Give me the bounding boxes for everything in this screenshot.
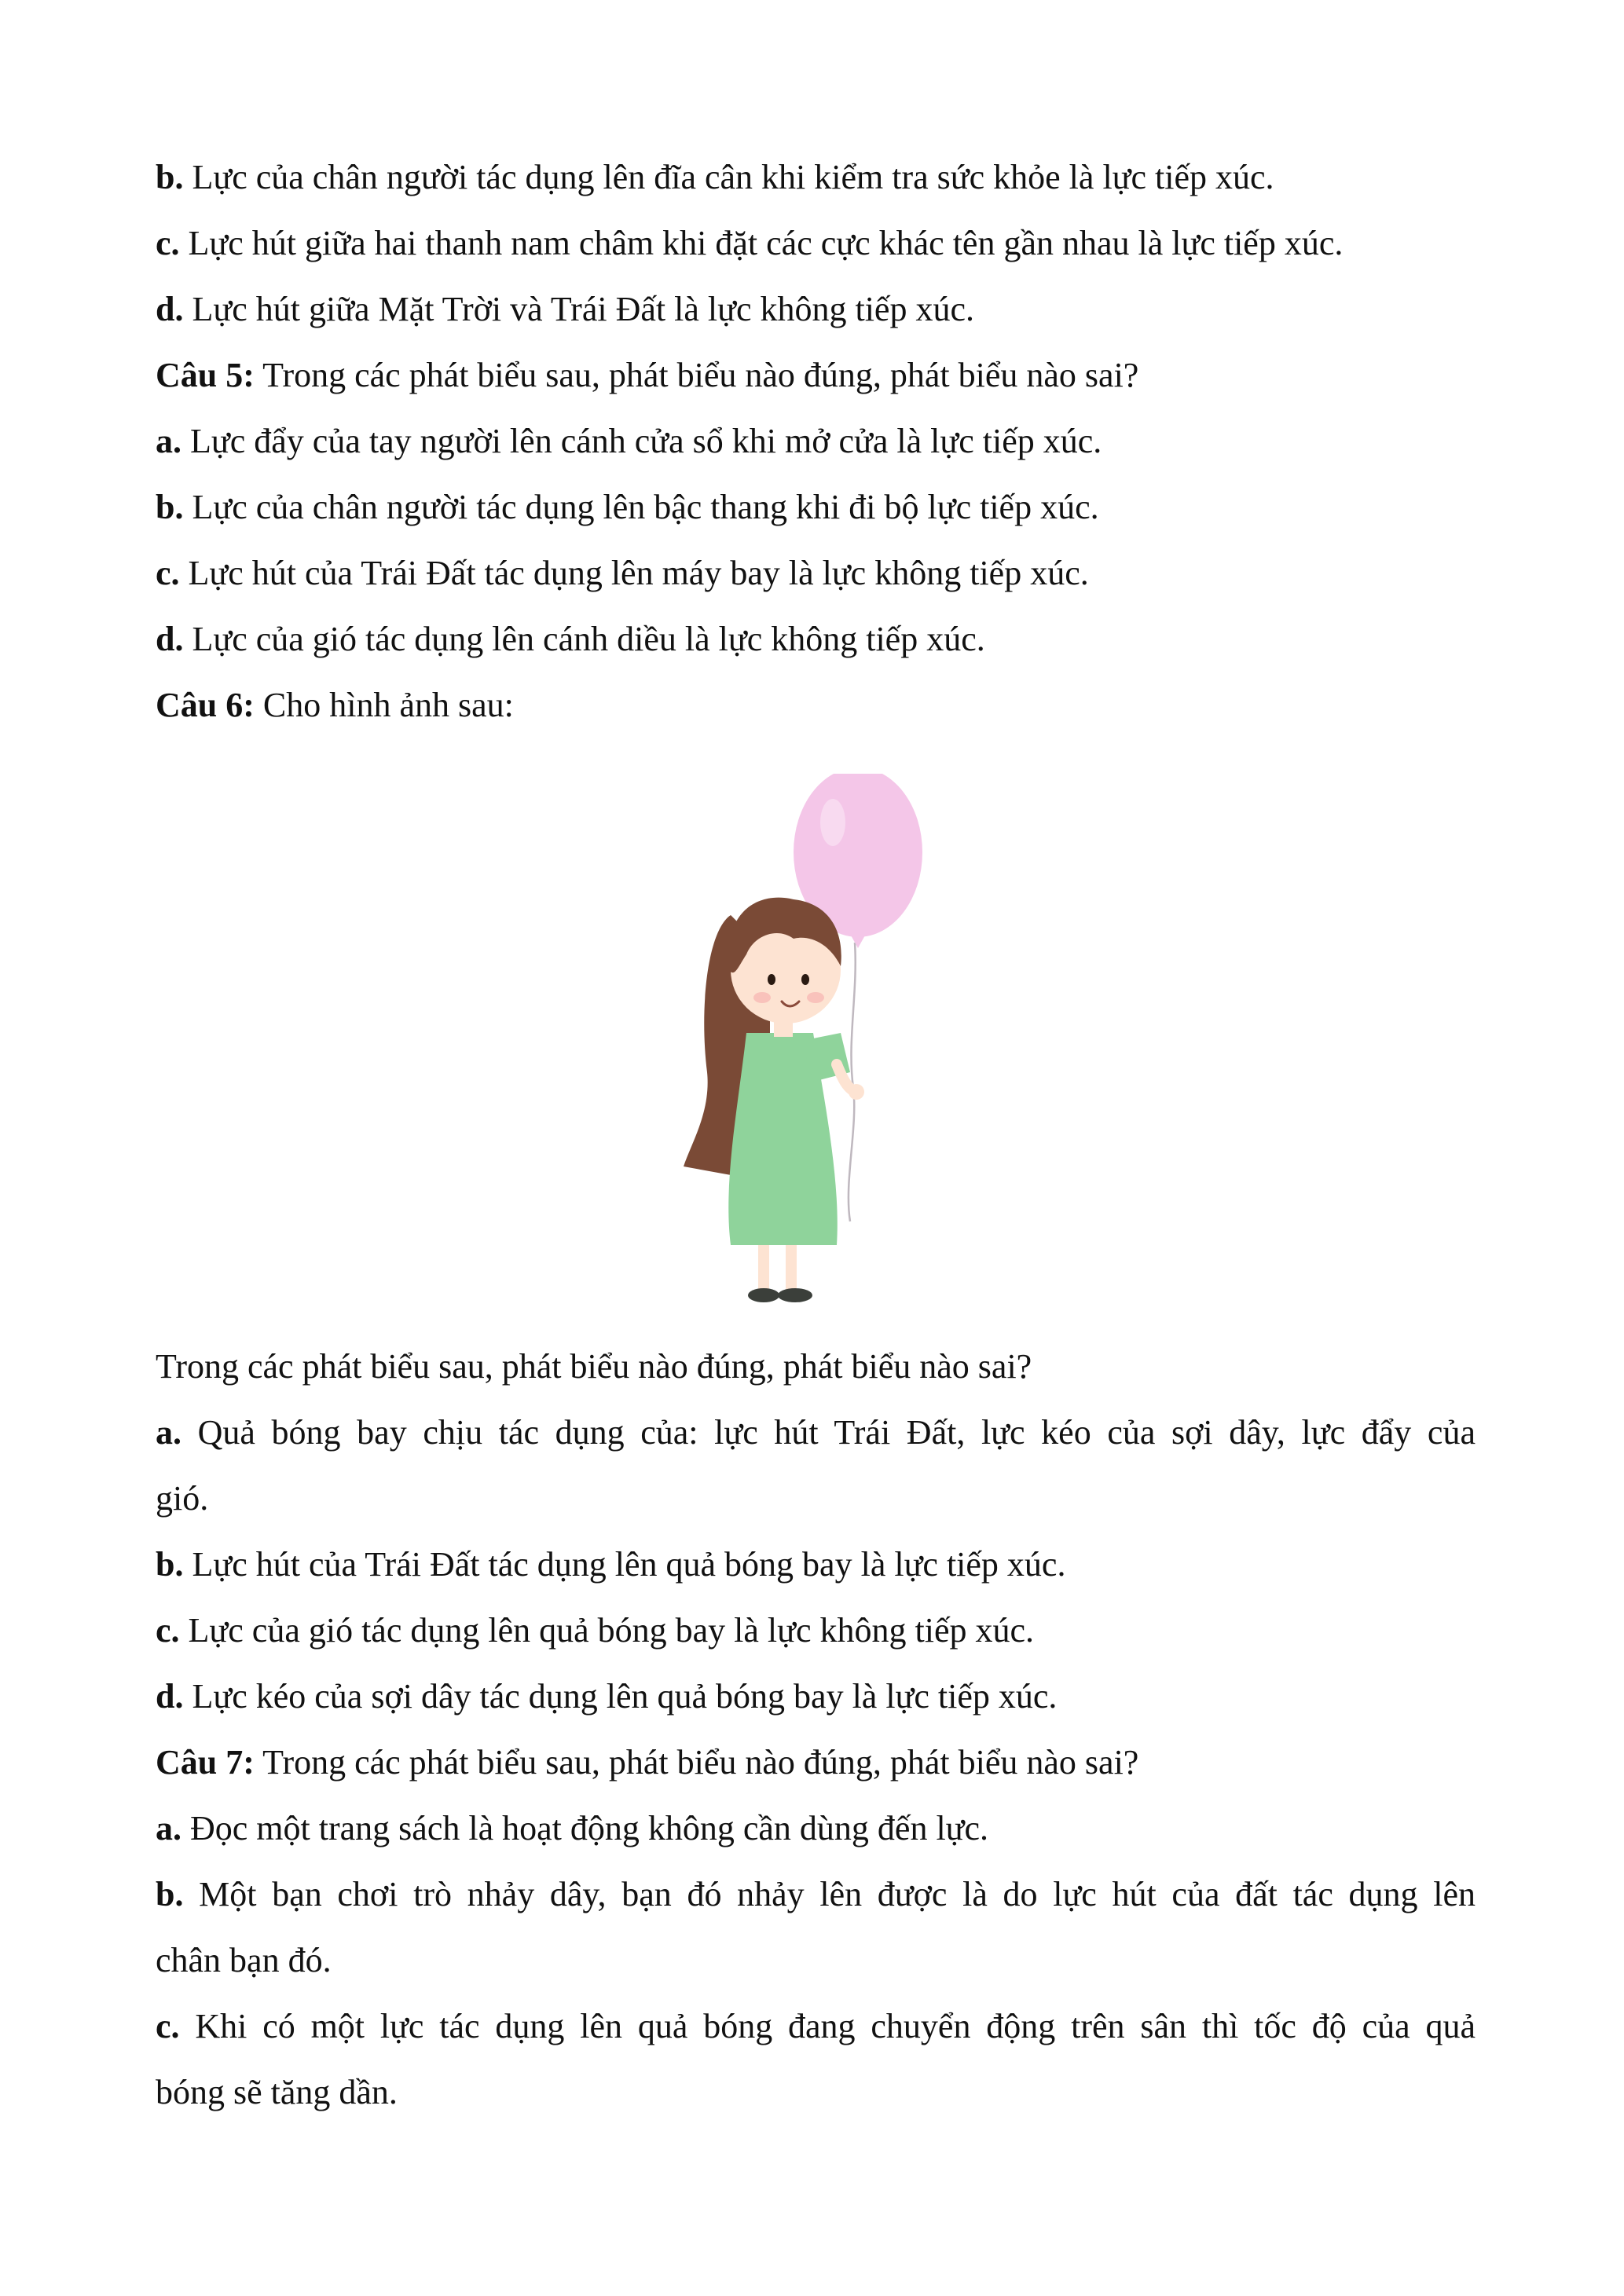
question-text: Cho hình ảnh sau:	[254, 686, 514, 724]
girl-with-balloon-illustration	[676, 774, 959, 1316]
statement-text: Khi có một lực tác dụng lên quả bóng đang chuyển động trên sân thì tốc độ của quả	[179, 2007, 1476, 2045]
question-7-heading	[156, 1741, 1476, 1785]
statement-text: Lực kéo của sợi dây tác dụng lên quả bóng bay là lực tiếp xúc.	[183, 1677, 1058, 1716]
right-leg	[786, 1237, 797, 1292]
right-shoe	[778, 1288, 812, 1302]
left-eye	[768, 974, 775, 985]
statement-text: Lực hút của Trái Đất tác dụng lên quả bóng bay là lực tiếp xúc.	[183, 1545, 1066, 1584]
statement-label: b.	[156, 158, 184, 196]
statement-text: bóng sẽ tăng dần.	[156, 2073, 398, 2111]
statement-5c	[156, 551, 1476, 595]
statement-label: d.	[156, 620, 184, 658]
statement-label: c.	[156, 1611, 180, 1650]
statement-text: Lực hút giữa hai thanh nam châm khi đặt các cực khác tên gần nhau là lực tiếp xúc.	[179, 224, 1344, 262]
statement-text: gió.	[156, 1479, 209, 1518]
right-eye	[801, 974, 809, 985]
left-cheek	[753, 992, 771, 1003]
statement-label: c.	[156, 554, 180, 592]
left-shoe	[748, 1288, 779, 1302]
statement-7b-line1	[156, 1873, 1476, 1917]
statement-label: b.	[156, 488, 184, 526]
statement-label: a.	[156, 1413, 181, 1452]
hand	[849, 1084, 864, 1100]
statement-text: Lực của gió tác dụng lên quả bóng bay là lực không tiếp xúc.	[179, 1611, 1035, 1650]
statement-label: b.	[156, 1875, 184, 1913]
question-6-prompt	[156, 1345, 1476, 1389]
statement-6d	[156, 1675, 1476, 1719]
statement-label: b.	[156, 1545, 184, 1584]
question-label: Câu 6:	[156, 686, 255, 724]
left-leg	[758, 1237, 769, 1292]
statement-label: c.	[156, 224, 180, 262]
question-6-heading	[156, 683, 1476, 727]
statement-7c-line2	[156, 2071, 1476, 2115]
statement-text: Quả bóng bay chịu tác dụng của: lực hút Trái Đất, lực kéo của sợi dây, lực đẩy của	[181, 1413, 1476, 1452]
statement-text: Lực đẩy của tay người lên cánh cửa sổ khi mở cửa là lực tiếp xúc.	[181, 422, 1102, 460]
statement-4b	[156, 156, 1476, 200]
statement-4d	[156, 287, 1476, 331]
statement-6c	[156, 1609, 1476, 1653]
statement-label: d.	[156, 1677, 184, 1716]
statement-text: Lực hút của Trái Đất tác dụng lên máy bay là lực không tiếp xúc.	[179, 554, 1089, 592]
balloon-knot	[850, 934, 866, 948]
statement-6a-line1	[156, 1411, 1476, 1455]
statement-5d	[156, 617, 1476, 661]
question-5-heading	[156, 353, 1476, 397]
question-text: Trong các phát biểu sau, phát biểu nào đúng, phát biểu nào sai?	[254, 356, 1139, 394]
statement-text: Một bạn chơi trò nhảy dây, bạn đó nhảy lên được là do lực hút của đất tác dụng lên	[183, 1875, 1476, 1913]
statement-7a	[156, 1807, 1476, 1851]
statement-text: Đọc một trang sách là hoạt động không cần dùng đến lực.	[181, 1809, 989, 1847]
statement-7c-line1	[156, 2005, 1476, 2049]
statement-4c	[156, 222, 1476, 265]
statement-label: a.	[156, 1809, 181, 1847]
statement-7b-line2	[156, 1939, 1476, 1983]
statement-6a-line2	[156, 1477, 1476, 1521]
question-label: Câu 5:	[156, 356, 255, 394]
question-text: Trong các phát biểu sau, phát biểu nào đúng, phát biểu nào sai?	[156, 1347, 1032, 1386]
statement-label: a.	[156, 422, 181, 460]
statement-5a	[156, 419, 1476, 463]
question-text: Trong các phát biểu sau, phát biểu nào đúng, phát biểu nào sai?	[254, 1743, 1139, 1782]
question-label: Câu 7:	[156, 1743, 255, 1782]
statement-text: Lực của chân người tác dụng lên bậc thang khi đi bộ lực tiếp xúc.	[183, 488, 1099, 526]
statement-text: Lực của gió tác dụng lên cánh diều là lực không tiếp xúc.	[183, 620, 985, 658]
right-cheek	[807, 992, 824, 1003]
statement-text: Lực hút giữa Mặt Trời và Trái Đất là lực không tiếp xúc.	[183, 290, 974, 328]
statement-text: Lực của chân người tác dụng lên đĩa cân khi kiểm tra sức khỏe là lực tiếp xúc.	[183, 158, 1274, 196]
statement-label: d.	[156, 290, 184, 328]
statement-label: c.	[156, 2007, 180, 2045]
statement-text: chân bạn đó.	[156, 1941, 332, 1979]
statement-6b	[156, 1543, 1476, 1587]
balloon-highlight	[820, 799, 845, 846]
statement-5b	[156, 485, 1476, 529]
